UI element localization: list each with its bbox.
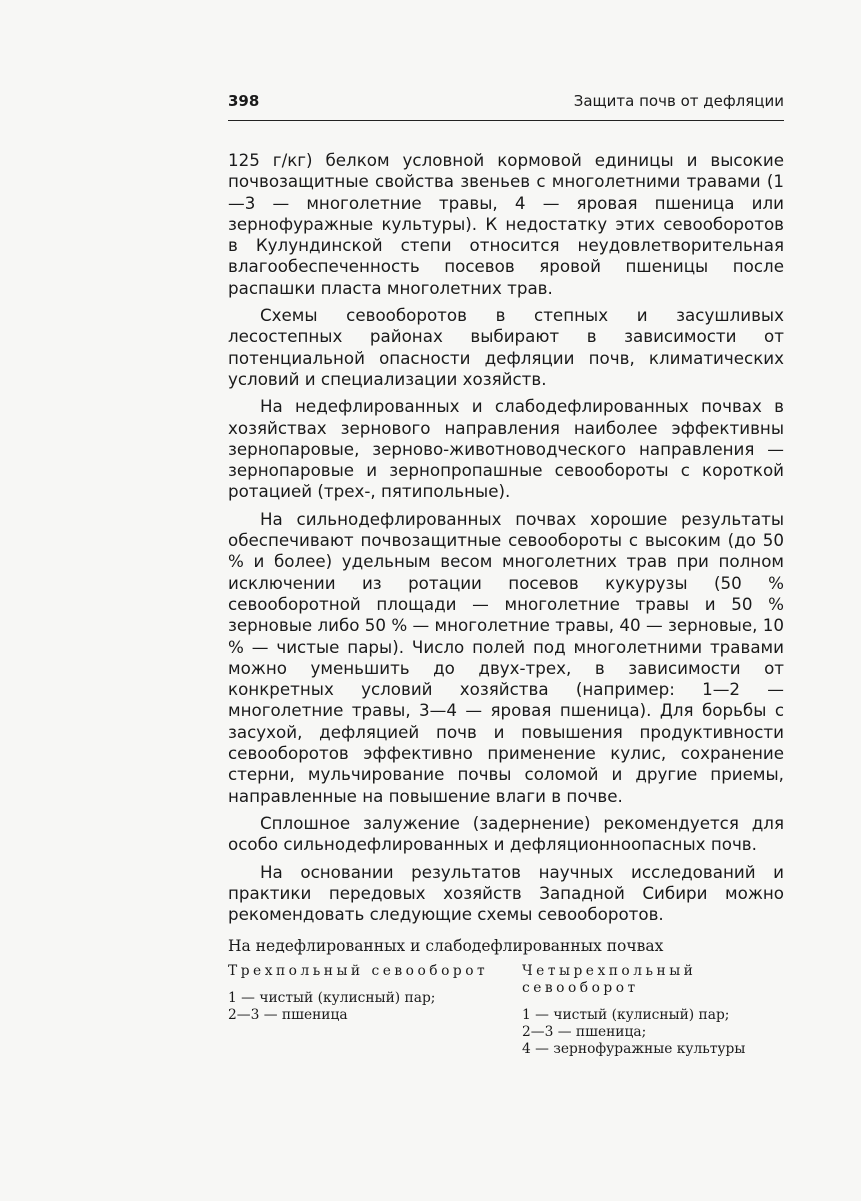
list-item: 1 — чистый (кулисный) пар; (522, 1007, 730, 1023)
header-divider (228, 120, 784, 121)
four-field-rotation (522, 963, 784, 1058)
page-number: 398 (228, 92, 260, 110)
section-heading: На недефлированных и слабодефлированных почвах (228, 937, 664, 955)
rotation-list (228, 990, 490, 1024)
rotation-title: Четырехпольный севооборот (522, 963, 697, 996)
list-item: 2—3 — пшеница; (522, 1024, 647, 1040)
paragraph: Схемы севооборотов в степных и засушливых лесостепных районах выбирают в зависимости от потенциальной опасности дефляции почв, климатических условий и специализации хозяйств. (228, 305, 784, 389)
list-item: 4 — зернофуражные культуры (522, 1041, 746, 1057)
paragraph: На основании результатов научных исследований и практики передовых хозяйств Западной Сибири можно рекомендовать следующие схемы севооборотов. (228, 861, 784, 925)
paragraph: На сильнодефлированных почвах хорошие результаты обеспечивают почвозащитные севообороты с высоким (до 50 % и более) удельным весом многолетних трав при полном исключении из ротации посевов кукурузы (50 % севооборотной площади — многолетние травы и 50 % зерновые либо 50 % — многолетние травы, 40 — зерновые, 10 % — чистые пары). Число полей под многолетними травами можно уменьшить до двух-трех, в зависимости от конкретных условий хозяйства (например: 1—2 — многолетние травы, 3—4 — яровая пшеница). Для борьбы с засухой, дефляцией почв и повышения продуктивности севооборотов эффективно применение кулис, сохранение стерни, мульчирование почвы соломой и другие приемы, направленные на повышение влаги в почве. (228, 508, 784, 806)
rotation-list (522, 1007, 784, 1058)
body-text (228, 150, 784, 931)
paragraph: На недефлированных и слабодефлированных почвах в хозяйствах зернового направления наиболее эффективны зернопаровые, зерново-животноводческого направления — зернопаровые и зернопропашные севообороты с короткой ротацией (трех-, пятипольные). (228, 396, 784, 502)
rotation-columns (228, 963, 784, 1058)
paragraph: 125 г/кг) белком условной кормовой единицы и высокие почвозащитные свойства звеньев с многолетними травами (1—3 — многолетние травы, 4 — яровая пшеница или зернофуражные культуры). К недостатку этих севооборотов в Кулундинской степи относится неудовлетворительная влагообеспеченность посевов яровой пшеницы после распашки пласта многолетних трав. (228, 150, 784, 298)
rotation-schemes (228, 937, 784, 1058)
list-item: 2—3 — пшеница (228, 1007, 348, 1023)
rotation-title: Трехпольный севооборот (228, 963, 489, 979)
paragraph: Сплошное залужение (задернение) рекомендуется для особо сильнодефлированных и дефляционноопасных почв. (228, 812, 784, 855)
three-field-rotation (228, 963, 490, 1058)
list-item: 1 — чистый (кулисный) пар; (228, 990, 436, 1006)
page-header (228, 92, 784, 114)
running-title: Защита почв от дефляции (573, 92, 784, 110)
